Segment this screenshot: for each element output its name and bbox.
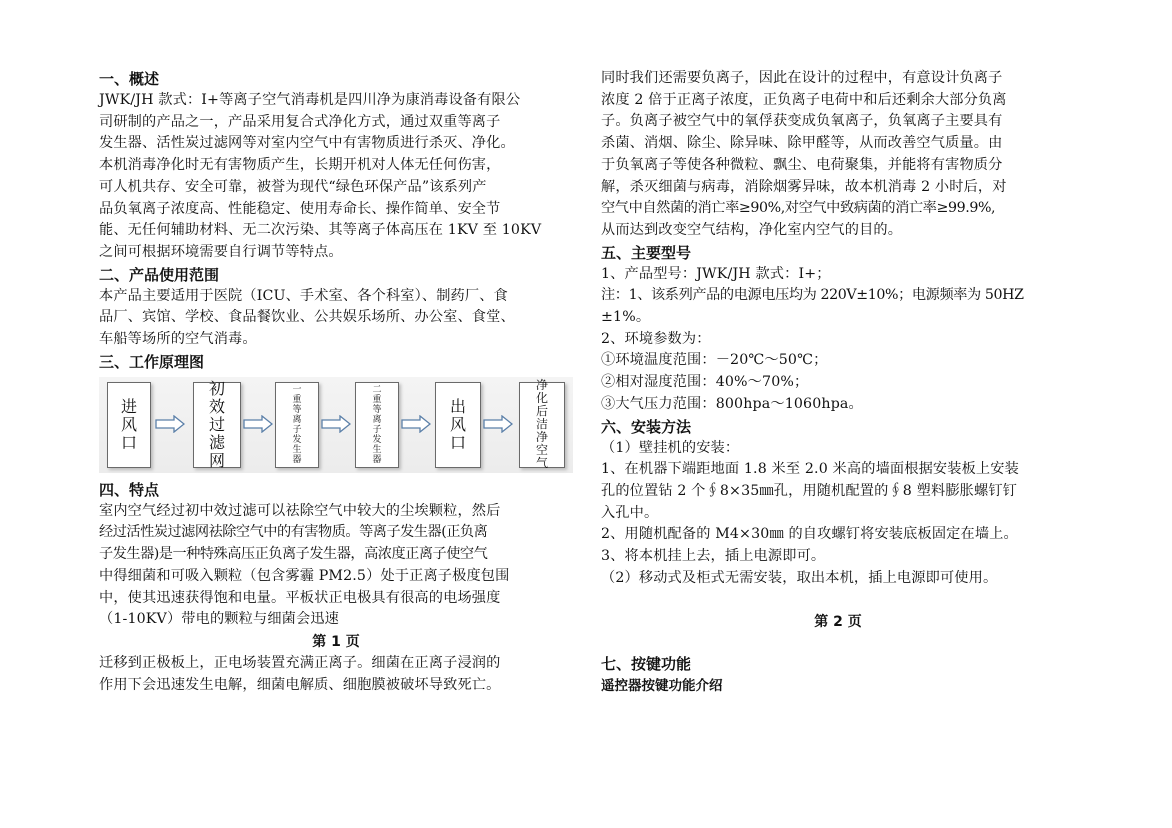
- text-line: 能、无任何辅助材料、无二次污染、其等离子体高压在 1KV 至 10KV: [99, 222, 542, 239]
- diagram-label: 一重等离子发生器: [292, 384, 302, 465]
- text-line: 入孔中。: [601, 504, 659, 521]
- page-number-2: 第 2 页: [814, 614, 862, 631]
- section-heading-usage: 二、产品使用范围: [99, 265, 220, 284]
- diagram-box-outlet: [435, 382, 481, 468]
- section-heading-installation: 六、安装方法: [601, 417, 692, 436]
- text-line: 本产品主要适用于医院（ICU、手术室、各个科室）、制药厂、食: [99, 287, 508, 304]
- text-line: 之间可根据环境需要自行调节等特点。: [99, 243, 343, 260]
- text-line: 可人机共存、安全可靠，被誉为现代“绿色环保产品”该系列产: [99, 178, 487, 195]
- section-heading-features: 四、特点: [99, 480, 160, 499]
- overview-paragraph: [99, 90, 573, 264]
- diagram-label: 二重等离子发生器: [372, 384, 382, 465]
- text-line: 迁移到正极板上，正电场装置充满正离子。细菌在正离子浸润的: [99, 654, 501, 671]
- diagram-label: 净化后洁净空气: [535, 378, 548, 471]
- models-paragraph: [601, 264, 1075, 416]
- text-line: （2）移动式及柜式无需安装，取出本机，插上电源即可使用。: [601, 569, 998, 586]
- text-line: 发生器、活性炭过滤网等对室内空气中有害物质进行杀灭、净化。: [99, 135, 515, 152]
- diagram-box-inlet: [107, 382, 151, 468]
- usage-paragraph: [99, 286, 573, 351]
- diagram-label: 出风口: [449, 396, 466, 452]
- diagram-label: 进风口: [120, 396, 137, 452]
- text-line: 1、产品型号：JWK/JH 款式：I+；: [601, 265, 831, 282]
- text-line: ③大气压力范围：800hpa～1060hpa。: [601, 395, 863, 412]
- text-line: 室内空气经过初中效过滤可以祛除空气中较大的尘埃颗粒，然后: [99, 502, 501, 519]
- section-heading-overview: 一、概述: [99, 70, 160, 88]
- installation-paragraph: [601, 438, 1075, 590]
- text-line: 司研制的产品之一，产品采用复合式净化方式，通过双重等离子: [99, 113, 501, 130]
- text-line: 同时我们还需要负离子，因此在设计的过程中，有意设计负离子: [601, 70, 1003, 86]
- text-line: 注：1、该系列产品的电源电压均为 220V±10%；电源频率为 50HZ: [601, 287, 1024, 304]
- diagram-box-clean-air: [519, 378, 565, 471]
- diagram-box-generator-2: [355, 382, 399, 468]
- text-line: 解，杀灭细菌与病毒，消除烟雾异味，故本机消毒 2 小时后，对: [601, 178, 1007, 195]
- text-line: 作用下会迅速发生电解，细菌电解质、细胞膜被破坏导致死亡。: [99, 676, 501, 693]
- arrow-right-icon: [483, 415, 513, 433]
- diagram-label: 初效过滤网: [208, 378, 225, 470]
- arrow-right-icon: [155, 415, 185, 433]
- text-line: 经过活性炭过滤网祛除空气中的有害物质。等离子发生器(正负离: [99, 524, 488, 541]
- text-line: 孔的位置钻 2 个∮8×35㎜孔，用随机配置的∮8 塑料膨胀螺钉钉: [601, 482, 1018, 499]
- text-line: 品负氧离子浓度高、性能稳定、使用寿命长、操作简单、安全节: [99, 200, 501, 217]
- diagram-box-prefilter: [193, 378, 241, 470]
- text-line: 1、在机器下端距地面 1.8 米至 2.0 米高的墙面根据安装板上安装: [601, 461, 1019, 478]
- arrow-right-icon: [321, 415, 351, 433]
- diagram-box-generator-1: [275, 382, 319, 468]
- right-column: [601, 68, 1075, 697]
- left-column: [99, 68, 573, 696]
- text-line: ±1%。: [601, 309, 651, 326]
- remote-subheading: 遥控器按键功能介绍: [601, 678, 723, 695]
- text-line: 于负氧离子等使各种微粒、飘尘、电荷聚集，并能将有害物质分: [601, 156, 1003, 173]
- text-line: 2、用随机配备的 M4×30㎜ 的自攻螺钉将安装底板固定在墙上。: [601, 526, 1018, 543]
- text-line: 中得细菌和可吸入颗粒（包含雾霾 PM2.5）处于正离子极度包围: [99, 567, 510, 584]
- continued-paragraph: [99, 653, 573, 696]
- text-line: 子发生器)是一种特殊高压正负离子发生器，高浓度正离子使空气: [99, 546, 488, 563]
- arrow-right-icon: [243, 415, 273, 433]
- text-line: ②相对湿度范围：40%～70%；: [601, 374, 809, 391]
- text-line: JWK/JH 款式：I+等离子空气消毒机是四川净为康消毒设备有限公: [99, 92, 521, 108]
- section-heading-buttons: 七、按键功能: [601, 655, 692, 674]
- section-heading-principle: 三、工作原理图: [99, 352, 205, 371]
- features-paragraph: [99, 501, 573, 631]
- section-heading-models: 五、主要型号: [601, 243, 692, 262]
- text-line: 浓度 2 倍于正离子浓度，正负离子电荷中和后还剩余大部分负离: [601, 91, 1007, 108]
- text-line: 本机消毒净化时无有害物质产生，长期开机对人体无任何伤害，: [99, 157, 501, 174]
- text-line: 空气中自然菌的消亡率≥90%,对空气中致病菌的消亡率≥99.9%,: [601, 200, 996, 217]
- text-line: 中，使其迅速获得饱和电量。平板状正电极具有很高的电场强度: [99, 589, 501, 606]
- text-line: （1-10KV）带电的颗粒与细菌会迅速: [99, 611, 340, 628]
- arrow-right-icon: [401, 415, 431, 433]
- working-principle-diagram: [99, 377, 573, 473]
- text-line: 杀菌、消烟、除尘、除异味、除甲醛等，从而改善空气质量。由: [601, 135, 1003, 152]
- negative-ion-paragraph: [601, 68, 1075, 242]
- text-line: 子。负离子被空气中的氧俘获变成负氧离子，负氧离子主要具有: [601, 113, 1003, 130]
- text-line: 品厂、宾馆、学校、食品餐饮业、公共娱乐场所、办公室、食堂、: [99, 309, 515, 326]
- text-line: 从而达到改变空气结构，净化室内空气的目的。: [601, 221, 903, 238]
- text-line: 车船等场所的空气消毒。: [99, 331, 257, 348]
- page-number-1: 第 1 页: [312, 633, 360, 650]
- text-line: 3、将本机挂上去，插上电源即可。: [601, 548, 826, 565]
- text-line: （1）壁挂机的安装：: [601, 439, 740, 456]
- text-line: ①环境温度范围：－20℃～50℃；: [601, 352, 828, 369]
- text-line: 2、环境参数为：: [601, 330, 711, 347]
